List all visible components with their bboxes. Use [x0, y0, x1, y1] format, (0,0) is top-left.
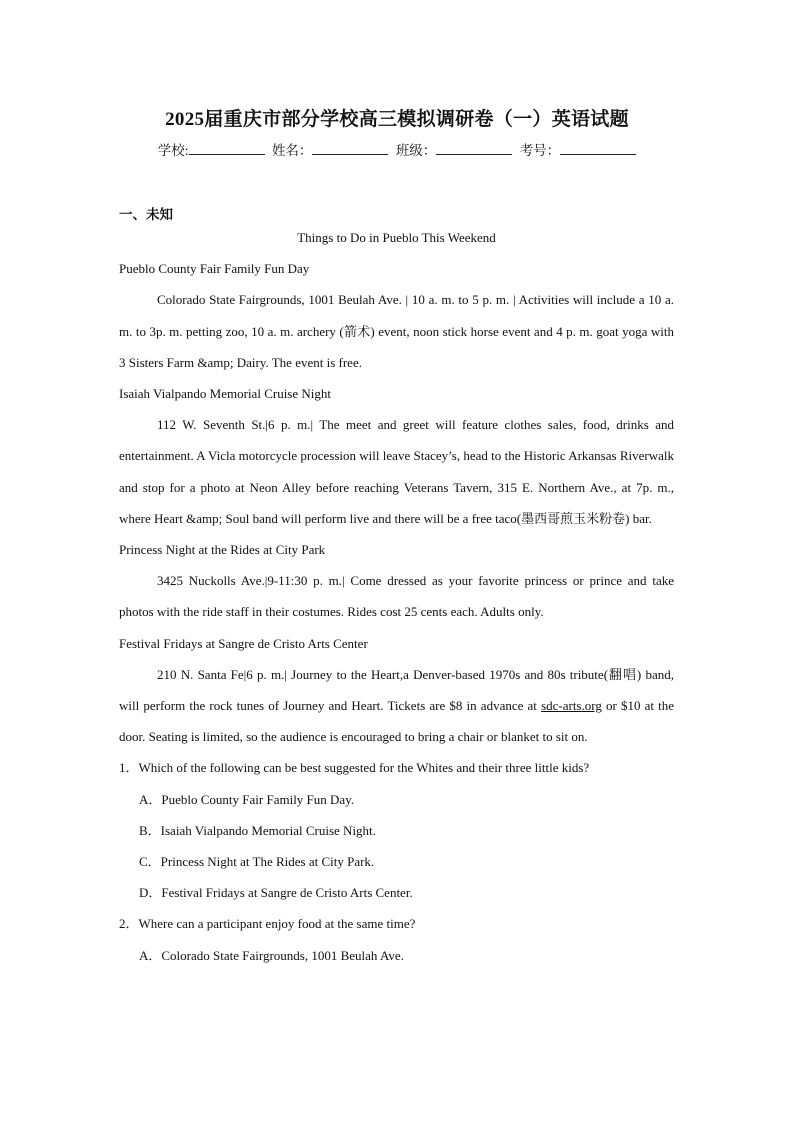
- question-stem: Where can a participant enjoy food at the same time?: [138, 916, 416, 932]
- answer-option[interactable]: A．Pueblo County Fair Family Fun Day.: [139, 791, 355, 807]
- event-heading: Festival Fridays at Sangre de Cristo Arts Center: [119, 635, 368, 651]
- school-label: 学校:: [157, 143, 189, 158]
- school-blank[interactable]: [189, 142, 265, 155]
- passage-body: [119, 222, 674, 971]
- website-link[interactable]: sdc-arts.org: [541, 698, 602, 714]
- event-description: 3425 Nuckolls Ave.|9-11:30 p. m.| Come dressed as your favorite princess or prince and take photos with the ride staff in their costumes. Rides cost 25 cents each. Adults only.: [119, 573, 674, 620]
- event-heading: Pueblo County Fair Family Fun Day: [119, 261, 310, 277]
- question: [119, 752, 674, 783]
- answer-option[interactable]: C．Princess Night at The Rides at City Park.: [139, 854, 375, 870]
- class-label: 班级：: [395, 143, 437, 158]
- event-heading: Isaiah Vialpando Memorial Cruise Night: [119, 386, 331, 402]
- exam-title: 2025届重庆市部分学校高三模拟调研卷（一）英语试题: [165, 109, 629, 130]
- answer-option[interactable]: A．Colorado State Fairgrounds, 1001 Beulah Ave.: [139, 947, 404, 963]
- passage-title: Things to Do in Pueblo This Weekend: [297, 230, 496, 245]
- question-number: 2．: [119, 916, 139, 932]
- student-info-line: [0, 139, 794, 159]
- event-description: [119, 659, 674, 753]
- class-blank[interactable]: [436, 142, 512, 155]
- name-blank[interactable]: [312, 142, 388, 155]
- question-stem: Which of the following can be best suggested for the Whites and their three little kids?: [138, 760, 590, 776]
- exam-number-label: 考号：: [519, 143, 561, 158]
- event-text-part: or $10 at the door. Seating is limited, so the audience is encouraged to bring a chair or blanket to sit on.: [119, 698, 675, 745]
- answer-option[interactable]: B．Isaiah Vialpando Memorial Cruise Night.: [139, 822, 376, 838]
- section-heading: 一、未知: [119, 207, 173, 222]
- event-text-part: 210 N. Santa Fe|6 p. m.| Journey to the Heart,a Denver-based 1970s and 80s tribute(翻唱) band, will perform the rock tunes of Journey and Heart. Tickets are $8 in advance at: [119, 666, 674, 714]
- event-heading: Princess Night at the Rides at City Park: [119, 542, 326, 558]
- event-description: Colorado State Fairgrounds, 1001 Beulah Ave. | 10 a. m. to 5 p. m. | Activities will include a 10 a. m. to 3p. m. petting zoo, 10 a. m. archery (箭术) event, noon stick horse event and 4 p. m. goat yoga with 3 Sisters Farm &amp; Dairy. The event is free.: [119, 292, 674, 370]
- event-description: 112 W. Seventh St.|6 p. m.| The meet and greet will feature clothes sales, food, drinks and entertainment. A Vicla motorcycle procession will leave Stacey’s, head to the Historic Arkansas Riverwalk and stop for a photo at Neon Alley before reaching Veterans Tavern, 315 E. Northern Ave., at 7p. m., where Heart &amp; Soul band will perform live and there will be a free taco(墨西哥煎玉米粉卷) bar.: [119, 417, 674, 526]
- answer-option[interactable]: D．Festival Fridays at Sangre de Cristo Arts Center.: [139, 885, 413, 901]
- exam-number-blank[interactable]: [560, 142, 636, 155]
- question: [119, 908, 674, 939]
- question-number: 1．: [119, 760, 139, 776]
- name-label: 姓名：: [271, 143, 313, 158]
